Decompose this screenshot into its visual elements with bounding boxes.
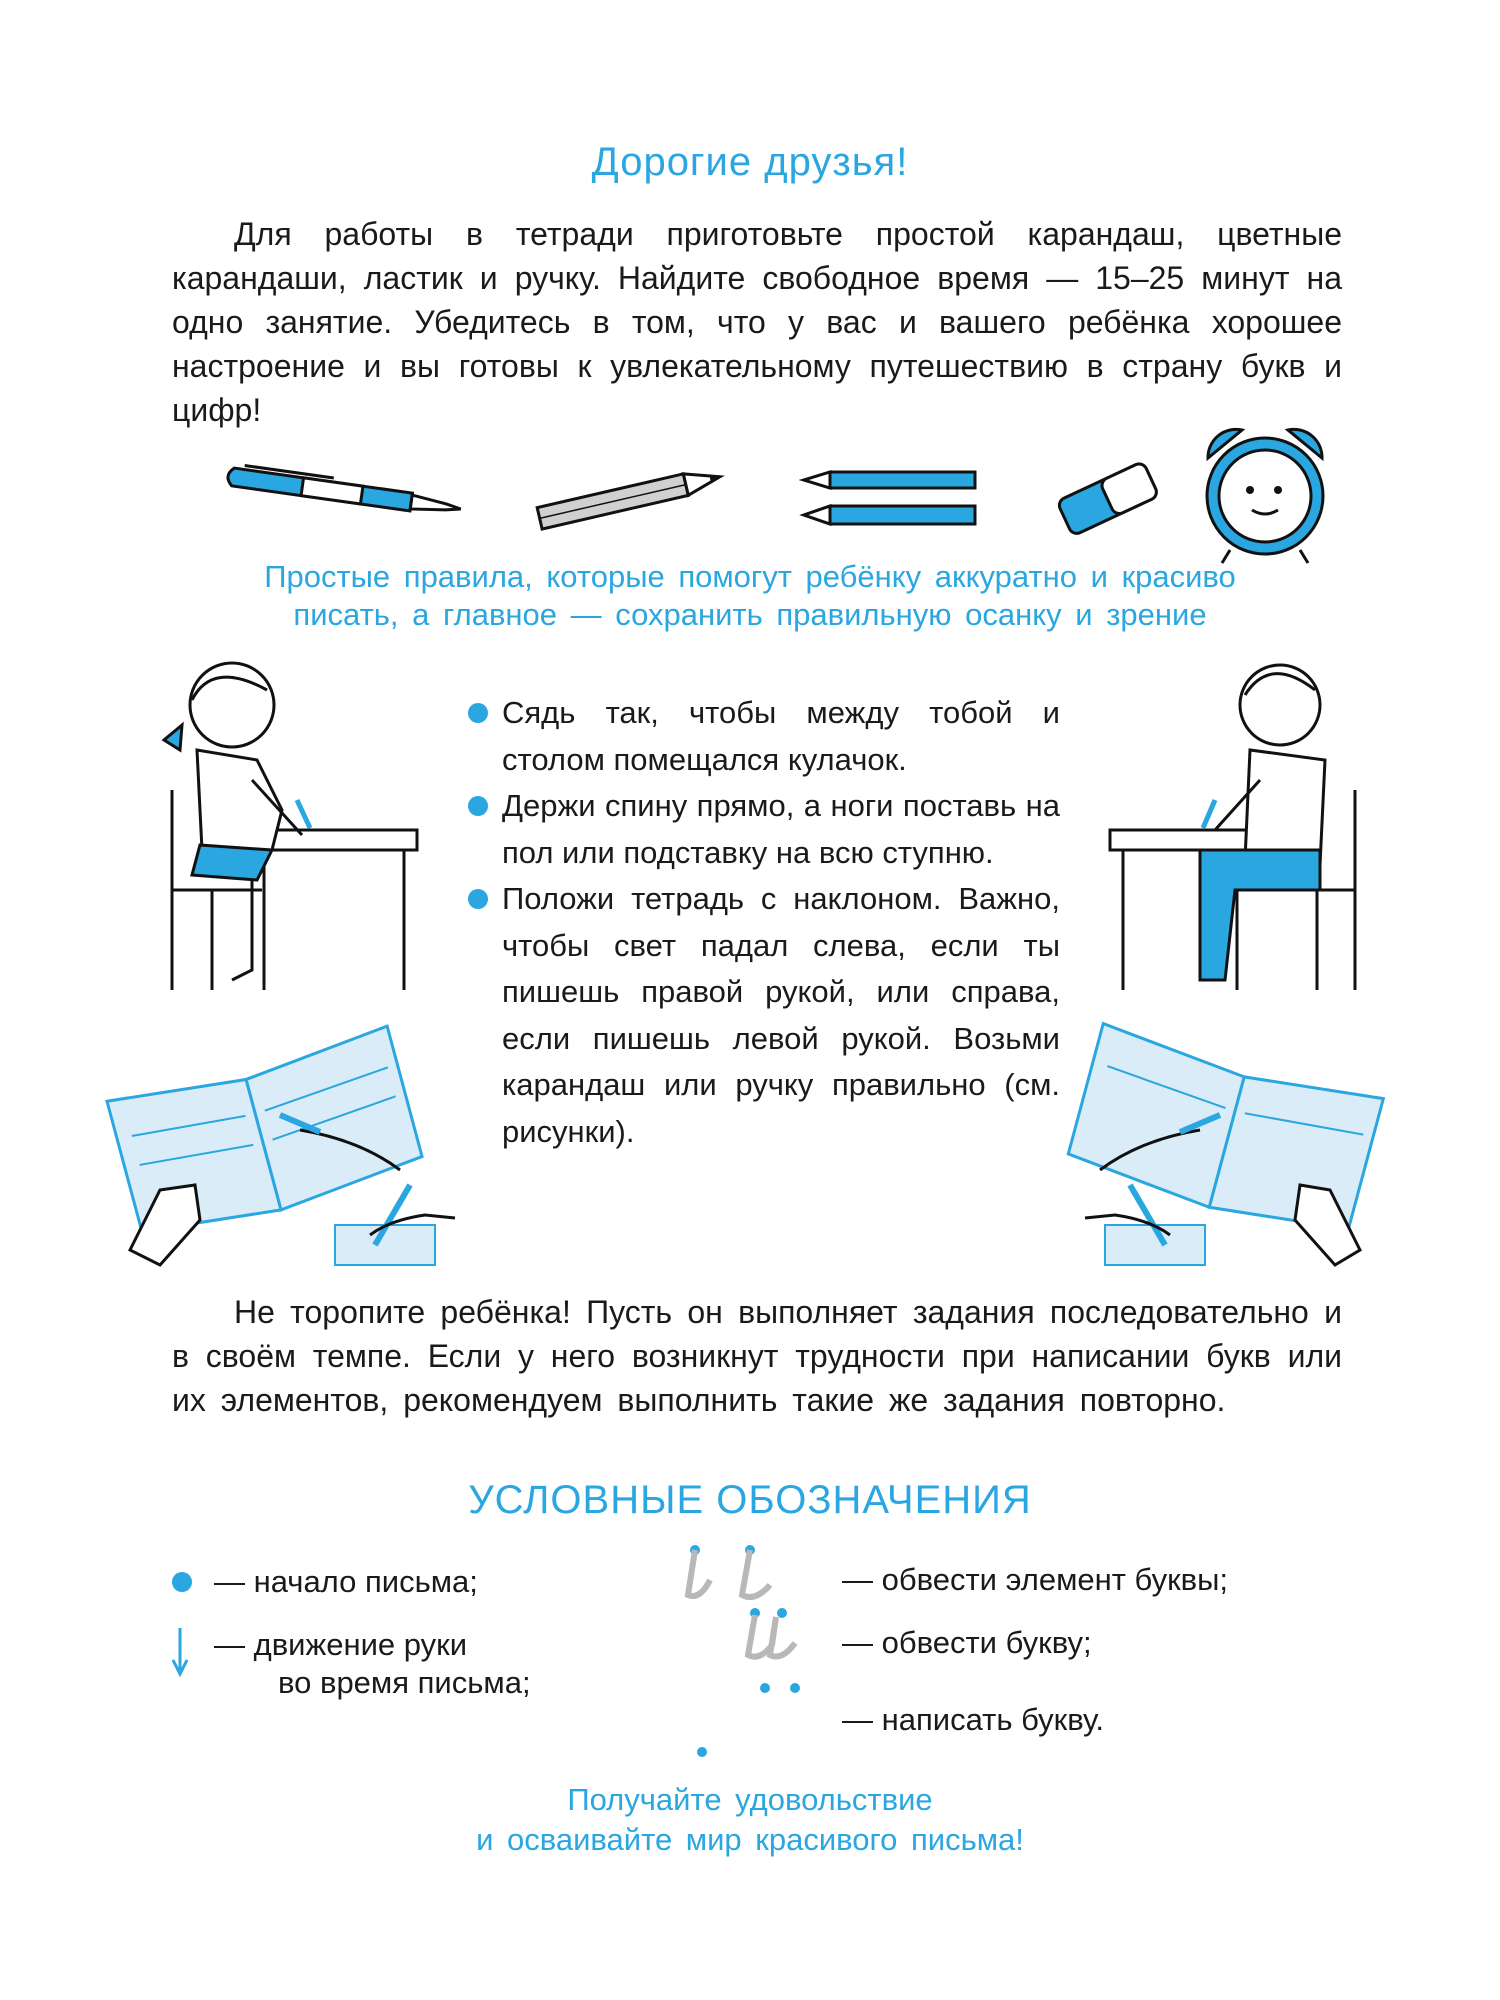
legend-movement-line1: — движение руки <box>214 1627 468 1662</box>
list-item: Положи тетрадь с наклоном. Важно, чтобы свет падал слева, если ты пишешь правой рукой, или справа, если пишешь левой рукой. Возьми карандаш или ручку правильно (см. рисунки). <box>468 876 1060 1155</box>
parent-note: Не торопите ребёнка! Пусть он выполняет задания последовательно и в своём темпе. Если у него возникнут трудности при написании букв или их элементов, рекомендуем выполнить такие же задания повторно. <box>172 1294 1342 1418</box>
start-dot-icon <box>172 1572 192 1592</box>
legend-trace-letter: — обвести букву; <box>842 1625 1092 1660</box>
closing-message <box>0 1780 1500 1860</box>
legend-title: УСЛОВНЫЕ ОБОЗНАЧЕНИЯ <box>468 1478 1032 1522</box>
bullet-icon <box>468 796 488 816</box>
pencil-grip-right-illustration <box>1080 1180 1210 1270</box>
girl-at-desk-illustration <box>152 650 422 1000</box>
rules-list <box>468 690 1060 1155</box>
pen-icon <box>222 462 472 522</box>
closing-line-2: и осваивайте мир красивого письма! <box>476 1822 1024 1857</box>
list-item: Держи спину прямо, а ноги поставь на пол или подставку на всю ступню. <box>468 783 1060 876</box>
list-item: Сядь так, чтобы между тобой и столом помещался кулачок. <box>468 690 1060 783</box>
colored-pencils-icon <box>800 466 990 536</box>
write-letter-sample-icon <box>690 1680 820 1760</box>
bullet-icon <box>468 703 488 723</box>
closing-line-1: Получайте удовольствие <box>567 1782 933 1817</box>
legend-trace-element: — обвести элемент буквы; <box>842 1562 1229 1597</box>
pencil-grip-left-illustration <box>330 1180 460 1270</box>
trace-element-sample-icon <box>680 1540 820 1610</box>
intro-paragraph: Для работы в тетради приготовьте простой карандаш, цветные карандаши, ластик и ручку. Найдите свободное время — 15–25 минут на одно занятие. Убедитесь в том, что у вас и вашего ребёнка хорошее настроение и вы готовы к увлекательному путешествию в страну букв и цифр! <box>172 216 1342 428</box>
rules-heading: Простые правила, которые помогут ребёнку аккуратно и красиво писать, а главное — сохранить правильную осанку и зрение <box>264 559 1236 632</box>
eraser-icon <box>1052 458 1162 538</box>
boy-at-desk-illustration <box>1105 650 1365 1000</box>
page-title: Дорогие друзья! <box>591 140 909 184</box>
legend-write-letter: — написать букву. <box>842 1702 1105 1737</box>
arrow-down-icon <box>170 1626 190 1676</box>
alarm-clock-icon <box>1190 418 1340 568</box>
legend-start: — начало письма; <box>214 1564 478 1599</box>
pencil-icon <box>532 466 732 526</box>
legend-movement-line2: во время письма; <box>278 1665 531 1700</box>
bullet-icon <box>468 889 488 909</box>
trace-letter-sample-icon <box>740 1605 820 1665</box>
